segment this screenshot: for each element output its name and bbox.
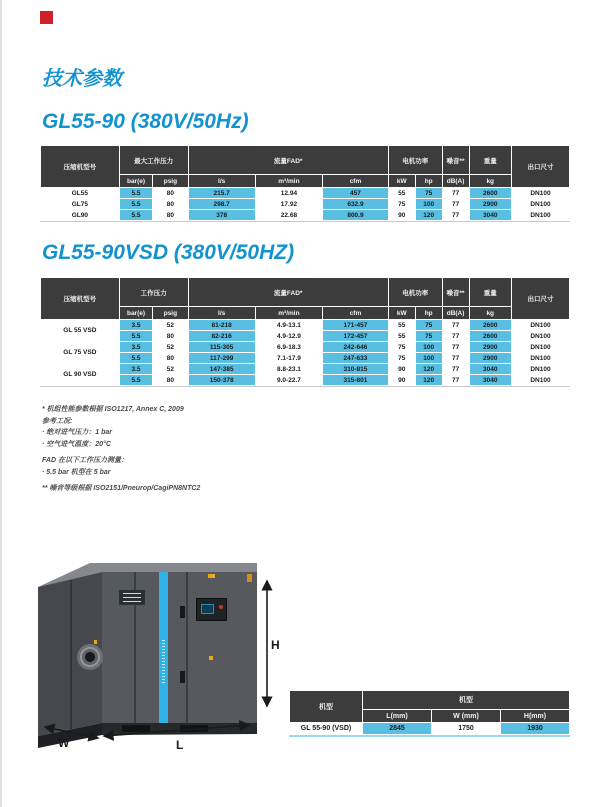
dimension-arrow-w (45, 727, 98, 738)
value-cell: 90 (389, 364, 415, 374)
table-row (41, 320, 569, 330)
value-cell: 632.9 (323, 199, 388, 209)
spec-table-fixed-speed (40, 145, 570, 222)
value-cell: 80 (153, 199, 187, 209)
value-cell: 120 (416, 364, 442, 374)
column-group-header: 出口尺寸 (512, 278, 569, 319)
column-unit-header: hp (416, 307, 442, 319)
value-cell: 80 (153, 210, 187, 220)
footnote-line: FAD 在以下工作压力测量： (42, 457, 128, 464)
value-cell: 378 (189, 210, 255, 220)
outlet-size-cell: DN100 (512, 320, 569, 330)
value-cell: 100 (416, 342, 442, 352)
model-cell: GL75 (41, 199, 119, 209)
outlet-size-cell: DN100 (512, 210, 569, 220)
value-cell: 55 (389, 320, 415, 330)
value-cell: 298.7 (189, 199, 255, 209)
value-cell: 5.5 (120, 375, 153, 385)
table-row (41, 210, 569, 220)
value-cell: 77 (443, 353, 469, 363)
column-unit-header: cfm (323, 307, 388, 319)
dim-sub-header-l: L(mm) (363, 710, 431, 722)
table1-title: GL55-90 (380V/50Hz) (42, 110, 249, 133)
value-cell: 5.5 (120, 353, 153, 363)
value-cell: 215.7 (189, 188, 255, 198)
footnote-line: * 机组性能参数根据 ISO1217, Annex C, 2009 (42, 406, 184, 413)
column-unit-header: kg (470, 175, 511, 187)
value-cell: 75 (389, 353, 415, 363)
value-cell: 12.94 (256, 188, 322, 198)
column-group-header: 噪音** (443, 146, 469, 174)
column-unit-header: dB(A) (443, 307, 469, 319)
value-cell: 80 (153, 331, 187, 341)
value-cell: 55 (389, 188, 415, 198)
value-cell: 147-385 (189, 364, 255, 374)
table-row (41, 331, 569, 341)
value-cell: 120 (416, 210, 442, 220)
value-cell: 81-218 (189, 320, 255, 330)
value-cell: 3.5 (120, 364, 153, 374)
dim-model-header: 机型 (290, 691, 362, 722)
value-cell: 5.5 (120, 199, 153, 209)
column-unit-header: bar(e) (120, 175, 153, 187)
outlet-size-cell: DN100 (512, 199, 569, 209)
value-cell: 120 (416, 375, 442, 385)
column-unit-header: bar(e) (120, 307, 153, 319)
column-unit-header: hp (416, 175, 442, 187)
dimension-label-l: L (176, 738, 184, 752)
value-cell: 310-815 (323, 364, 388, 374)
footnote-line: ** 噪音等级根据 ISO2151/Pneurop/CagiPN8NTC2 (42, 485, 201, 492)
dim-value-cell: 1930 (501, 723, 569, 734)
value-cell: 77 (443, 320, 469, 330)
value-cell: 172-457 (323, 331, 388, 341)
column-unit-header: cfm (323, 175, 388, 187)
value-cell: 77 (443, 210, 469, 220)
outlet-size-cell: DN100 (512, 342, 569, 352)
value-cell: 7.1-17.9 (256, 353, 322, 363)
value-cell: 3040 (470, 375, 511, 385)
column-group-header: 压缩机型号 (41, 146, 119, 187)
column-group-header: 重量 (470, 278, 511, 306)
table-row (41, 375, 569, 385)
dim-sub-header-w: W (mm) (432, 710, 500, 722)
column-group-header: 流量FAD* (189, 278, 388, 306)
dimension-label-w: W (58, 736, 70, 750)
outlet-size-cell: DN100 (512, 188, 569, 198)
footnotes (42, 404, 200, 495)
value-cell: 75 (389, 199, 415, 209)
value-cell: 17.92 (256, 199, 322, 209)
value-cell: 90 (389, 375, 415, 385)
value-cell: 9.0-22.7 (256, 375, 322, 385)
column-unit-header: psig (153, 307, 187, 319)
value-cell: 4.9-13.1 (256, 320, 322, 330)
table-row (290, 723, 569, 734)
table2-title: GL55-90VSD (380V/50HZ) (42, 241, 295, 264)
value-cell: 3040 (470, 210, 511, 220)
model-cell: GL90 (41, 210, 119, 220)
value-cell: 52 (153, 320, 187, 330)
column-group-header: 压缩机型号 (41, 278, 119, 319)
value-cell: 77 (443, 188, 469, 198)
value-cell: 2600 (470, 188, 511, 198)
value-cell: 171-457 (323, 320, 388, 330)
table-row (41, 353, 569, 363)
value-cell: 2900 (470, 353, 511, 363)
value-cell: 3.5 (120, 320, 153, 330)
footnote-line: · 5.5 bar 机型在 5 bar (42, 468, 111, 476)
footnote-line: 参考工况: (42, 417, 73, 425)
value-cell: 2600 (470, 320, 511, 330)
value-cell: 22.68 (256, 210, 322, 220)
value-cell: 5.5 (120, 331, 153, 341)
column-group-header: 噪音** (443, 278, 469, 306)
dimension-arrow-l (104, 725, 249, 736)
table-row (41, 188, 569, 198)
value-cell: 3.5 (120, 342, 153, 352)
dimension-label-h: H (271, 638, 280, 652)
value-cell: 80 (153, 188, 187, 198)
value-cell: 150-378 (189, 375, 255, 385)
value-cell: 457 (323, 188, 388, 198)
value-cell: 82-216 (189, 331, 255, 341)
value-cell: 115-305 (189, 342, 255, 352)
value-cell: 75 (416, 320, 442, 330)
column-group-header: 出口尺寸 (512, 146, 569, 187)
column-group-header: 电机功率 (389, 278, 442, 306)
value-cell: 80 (153, 353, 187, 363)
footnote-line: · 绝对进气压力：1 bar (42, 429, 113, 436)
footnote-line: · 空气进气温度：20°C (42, 440, 111, 448)
column-unit-header: l/s (189, 175, 255, 187)
value-cell: 80 (153, 375, 187, 385)
value-cell: 77 (443, 199, 469, 209)
column-unit-header: kW (389, 175, 415, 187)
value-cell: 117-299 (189, 353, 255, 363)
value-cell: 3040 (470, 364, 511, 374)
value-cell: 75 (416, 331, 442, 341)
value-cell: 6.9-18.3 (256, 342, 322, 352)
column-group-header: 流量FAD* (189, 146, 388, 174)
value-cell: 4.9-12.9 (256, 331, 322, 341)
value-cell: 242-646 (323, 342, 388, 352)
column-group-header: 工作压力 (120, 278, 188, 306)
value-cell: 8.8-23.1 (256, 364, 322, 374)
value-cell: 2600 (470, 331, 511, 341)
page-title: 技术参数 (42, 68, 122, 90)
compressor-illustration (30, 560, 280, 760)
value-cell: 315-801 (323, 375, 388, 385)
model-cell: GL55 (41, 188, 119, 198)
column-group-header: 电机功率 (389, 146, 442, 174)
model-cell: GL 90 VSD (41, 364, 119, 385)
column-group-header: 重量 (470, 146, 511, 174)
value-cell: 247-633 (323, 353, 388, 363)
outlet-size-cell: DN100 (512, 375, 569, 385)
dim-value-cell: 2845 (363, 723, 431, 734)
value-cell: 2900 (470, 199, 511, 209)
outlet-size-cell: DN100 (512, 364, 569, 374)
value-cell: 90 (389, 210, 415, 220)
model-cell: GL 55 VSD (41, 320, 119, 341)
value-cell: 77 (443, 331, 469, 341)
value-cell: 75 (416, 188, 442, 198)
column-unit-header: m³/min (256, 175, 322, 187)
value-cell: 52 (153, 364, 187, 374)
red-page-marker (40, 11, 53, 24)
spec-table-vsd (40, 277, 570, 387)
value-cell: 5.5 (120, 188, 153, 198)
value-cell: 2900 (470, 342, 511, 352)
column-unit-header: kg (470, 307, 511, 319)
value-cell: 55 (389, 331, 415, 341)
value-cell: 800.9 (323, 210, 388, 220)
table-row (41, 199, 569, 209)
column-unit-header: m³/min (256, 307, 322, 319)
value-cell: 77 (443, 342, 469, 352)
column-group-header: 最大工作压力 (120, 146, 188, 174)
model-cell: GL 75 VSD (41, 342, 119, 363)
value-cell: 100 (416, 199, 442, 209)
column-unit-header: dB(A) (443, 175, 469, 187)
dimensions-table (289, 690, 570, 737)
column-unit-header: psig (153, 175, 187, 187)
dimension-arrows (30, 560, 280, 760)
outlet-size-cell: DN100 (512, 331, 569, 341)
value-cell: 100 (416, 353, 442, 363)
value-cell: 5.5 (120, 210, 153, 220)
value-cell: 77 (443, 364, 469, 374)
value-cell: 52 (153, 342, 187, 352)
table-row (41, 364, 569, 374)
table-row (41, 342, 569, 352)
value-cell: 75 (389, 342, 415, 352)
value-cell: 77 (443, 375, 469, 385)
column-unit-header: kW (389, 307, 415, 319)
dim-value-cell: 1750 (432, 723, 500, 734)
dim-sub-header-h: H(mm) (501, 710, 569, 722)
column-unit-header: l/s (189, 307, 255, 319)
dim-model-cell: GL 55-90 (VSD) (290, 723, 362, 734)
dim-group-header: 机型 (363, 691, 569, 709)
outlet-size-cell: DN100 (512, 353, 569, 363)
